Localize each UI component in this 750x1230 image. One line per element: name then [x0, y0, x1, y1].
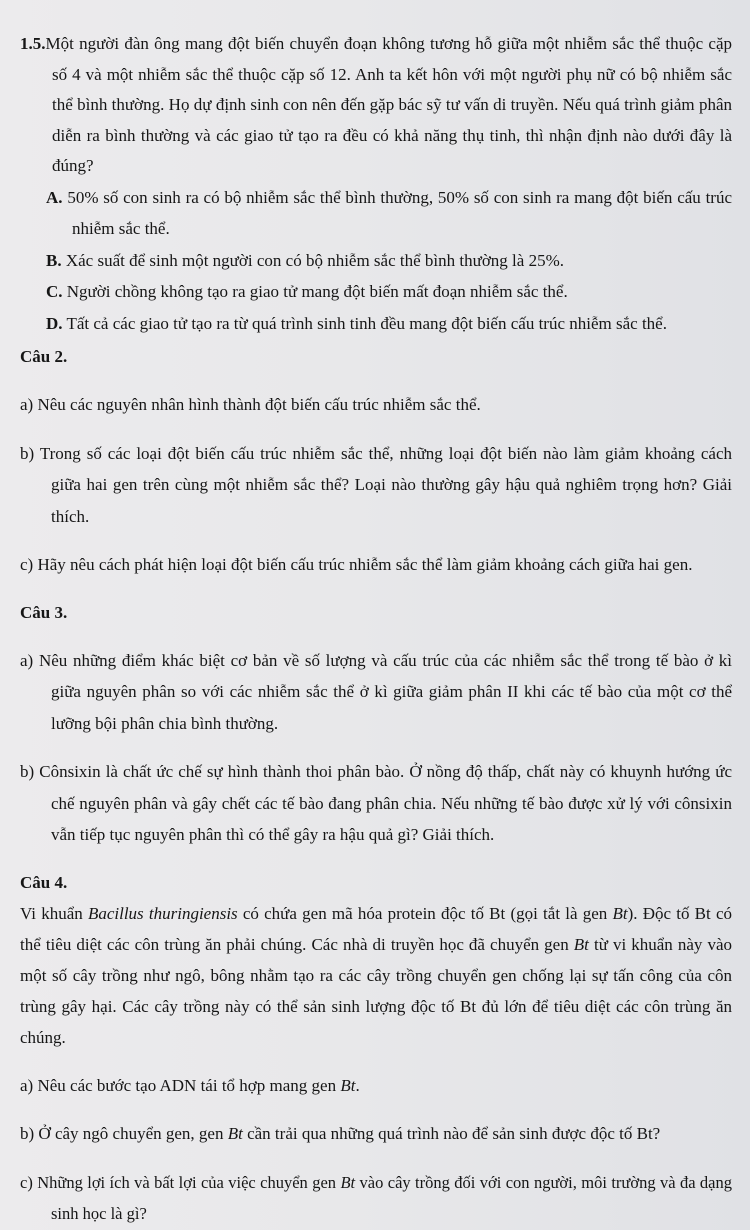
option-text: Người chồng không tạo ra giao tử mang đột biến mất đoạn nhiễm sắc thể.: [66, 282, 568, 302]
option-label: C.: [46, 282, 63, 302]
question-4-item-b: [20, 1118, 732, 1150]
item-text: .: [355, 1075, 360, 1095]
intro-text: từ vi khuẩn này vào một số cây trồng như ngô, bông nhằm tạo ra các cây trồng chuyển gen chống lại sự tấn công của côn trùng gây hại. Các cây trồng này có thể sản sinh lượng độc tố Bt đủ lớn để tiêu diệt các côn trùng ăn chúng.: [20, 934, 732, 1047]
item-text: Nêu những điểm khác biệt cơ bản về số lượng và cấu trúc của các nhiễm sắc thể trong tế bào ở kì giữa nguyên phân so với các nhiễm sắc thể ở kì giữa giảm phân II khi các tế bào của một cơ thể lưỡng bội phân chia bình thường.: [38, 650, 733, 733]
question-3-heading: Câu 3.: [20, 602, 68, 622]
item-text: cần trải qua những quá trình nào để sản sinh được độc tố Bt?: [242, 1124, 661, 1144]
question-4-heading: Câu 4.: [20, 872, 68, 892]
option-text: 50% số con sinh ra có bộ nhiễm sắc thể bình thường, 50% số con sinh ra mang đột biến cấu trúc nhiễm sắc thể.: [67, 187, 732, 239]
question-2-heading: Câu 2.: [20, 347, 68, 367]
item-text: Ở cây ngô chuyển gen, gen: [38, 1124, 228, 1144]
intro-text: có chứa gen mã hóa protein độc tố Bt (gọi tắt là gen: [237, 903, 613, 923]
option-b: [46, 245, 732, 277]
item-label: c): [20, 555, 34, 575]
gene-name: Bt: [573, 934, 589, 954]
question-3-item-b: [20, 756, 732, 851]
species-name: Bacillus thuringiensis: [87, 903, 238, 923]
option-label: B.: [46, 250, 62, 270]
option-text: Xác suất để sinh một người con có bộ nhiễm sắc thể bình thường là 25%.: [65, 250, 564, 270]
item-text: Nêu các nguyên nhân hình thành đột biến cấu trúc nhiễm sắc thể.: [37, 395, 481, 415]
item-label: a): [20, 650, 34, 670]
item-label: a): [20, 395, 34, 415]
option-d: [46, 308, 732, 340]
item-label: a): [20, 1075, 34, 1095]
intro-text: ). Độc tố Bt có thể tiêu diệt các côn trùng ăn phải chúng. Các nhà di truyền học đã chuyển gen: [20, 903, 732, 954]
item-label: c): [20, 1172, 33, 1192]
gene-name: Bt: [612, 903, 628, 923]
item-text: Hãy nêu cách phát hiện loại đột biến cấu trúc nhiễm sắc thể làm giảm khoảng cách giữa hai gen.: [37, 555, 693, 575]
option-c: [46, 276, 732, 308]
item-text: vào cây trồng đối với con người, môi trường và đa dạng sinh học là gì?: [51, 1172, 733, 1224]
gene-name: Bt: [340, 1172, 356, 1192]
question-stem: Một người đàn ông mang đột biến chuyển đoạn không tương hỗ giữa một nhiễm sắc thể thuộc cặp số 4 và một nhiễm sắc thể thuộc cặp số 12. Anh ta kết hôn với một người phụ nữ có bộ nhiễm sắc thể bình thường. Họ dự định sinh con nên đến gặp bác sỹ tư vấn di truyền. Nếu quá trình giảm phân diễn ra bình thường và các giao tử tạo ra đều có khả năng thụ tinh, thì nhận định nào dưới đây là đúng?: [45, 34, 732, 176]
item-text: Cônsixin là chất ức chế sự hình thành thoi phân bào. Ở nồng độ thấp, chất này có khuynh hướng ức chế nguyên phân và gây chết các tế bào đang phân chia. Nếu những tế bào được xử lý với cônsixin vẫn tiếp tục nguyên phân thì có thể gây ra hậu quả gì? Giải thích.: [39, 762, 733, 845]
question-3-item-a: [20, 645, 732, 740]
item-label: b): [20, 1124, 35, 1144]
option-a: [46, 182, 732, 245]
gene-name: Bt: [340, 1075, 356, 1095]
question-4-item-c: [20, 1167, 732, 1230]
question-2-item-c: [20, 549, 732, 581]
item-label: b): [20, 443, 35, 463]
option-label: D.: [46, 313, 63, 333]
gene-name: Bt: [227, 1124, 243, 1144]
question-4-intro: [20, 898, 732, 1053]
item-text: Những lợi ích và bất lợi của việc chuyển gen: [37, 1172, 341, 1192]
option-label: A.: [46, 187, 63, 207]
option-text: Tất cả các giao tử tạo ra từ quá trình sinh tinh đều mang đột biến cấu trúc nhiễm sắc thể.: [66, 313, 667, 333]
intro-text: Vi khuẩn: [20, 903, 88, 923]
question-2-item-a: [20, 389, 732, 421]
question-4-item-a: [20, 1070, 732, 1102]
item-label: b): [20, 762, 35, 782]
question-1-5: [20, 29, 732, 182]
item-text: Trong số các loại đột biến cấu trúc nhiễm sắc thể, những loại đột biến nào làm giảm khoảng cách giữa hai gen trên cùng một nhiễm sắc thể? Loại nào thường gây hậu quả nghiêm trọng hơn? Giải thích.: [39, 443, 732, 526]
item-text: Nêu các bước tạo ADN tái tổ hợp mang gen: [37, 1075, 341, 1095]
question-number: 1.5.: [20, 34, 46, 53]
question-2-item-b: [20, 438, 732, 533]
